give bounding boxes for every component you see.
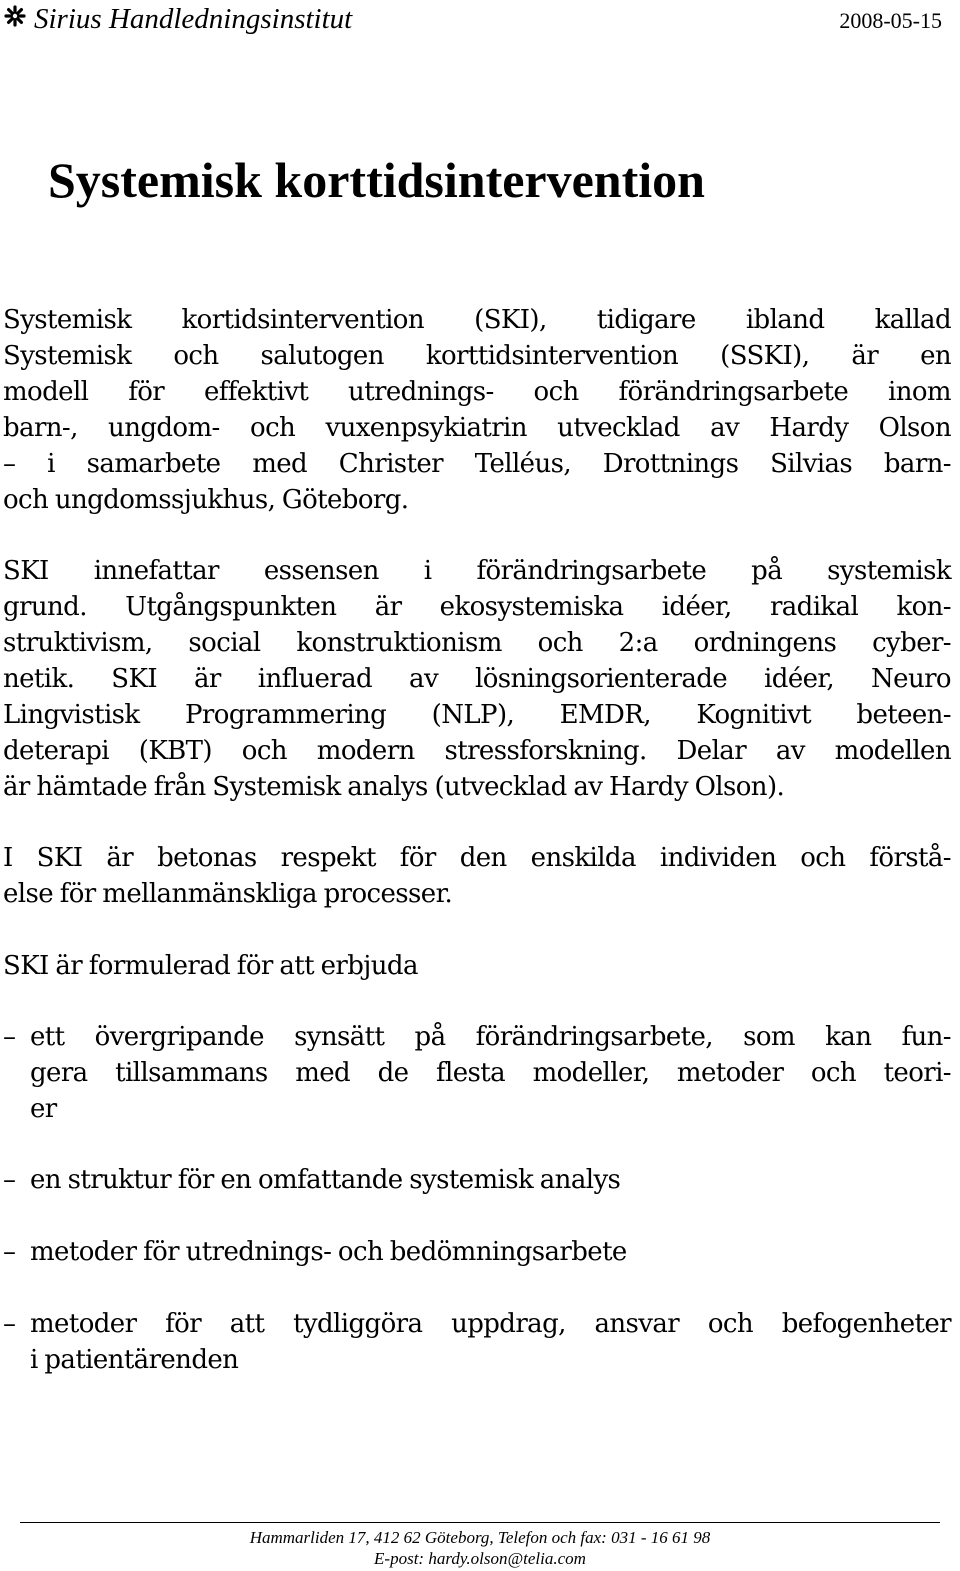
text-line: grund. Utgångspunkten är ekosystemiska idéer, radikal kon- bbox=[3, 592, 951, 622]
footer-email: E-post: hardy.olson@telia.com bbox=[374, 1549, 586, 1568]
paragraph-offers bbox=[3, 948, 951, 984]
text-line: Lingvistisk Programmering (NLP), EMDR, Kognitivt beteen- bbox=[3, 700, 951, 730]
text-line: i patientärenden bbox=[30, 1345, 239, 1375]
text-line: er bbox=[30, 1094, 57, 1124]
text-line: deterapi (KBT) och modern stressforskning. Delar av modellen bbox=[3, 736, 951, 766]
text-line: – i samarbete med Christer Telléus, Drottnings Silvias barn- bbox=[3, 449, 951, 479]
footer-address: Hammarliden 17, 412 62 Göteborg, Telefon och fax: 031 - 16 61 98 bbox=[249, 1528, 711, 1547]
list-item bbox=[3, 1234, 951, 1270]
text-line: en struktur för en omfattande systemisk analys bbox=[30, 1165, 621, 1195]
text-line: struktivism, social konstruktionism och 2:a ordningens cyber- bbox=[3, 628, 951, 658]
paragraph-foundation bbox=[3, 553, 951, 805]
text-line: gera tillsammans med de flesta modeller, metoder och teori- bbox=[30, 1058, 951, 1088]
text-line: SKI är formulerad för att erbjuda bbox=[3, 951, 418, 981]
list-item-text bbox=[30, 1306, 951, 1378]
paragraph-respect bbox=[3, 840, 951, 912]
page-header bbox=[0, 2, 960, 38]
list-item bbox=[3, 1162, 951, 1198]
text-line: Systemisk kortidsintervention (SKI), tidigare ibland kallad bbox=[3, 305, 951, 335]
page-title: Systemisk korttidsintervention bbox=[48, 152, 705, 208]
text-line: är hämtade från Systemisk analys (utvecklad av Hardy Olson). bbox=[3, 772, 785, 802]
list-item bbox=[3, 1306, 951, 1378]
paragraph-intro bbox=[3, 302, 951, 518]
footer-divider bbox=[20, 1522, 940, 1523]
text-line: barn-, ungdom- och vuxenpsykiatrin utvecklad av Hardy Olson bbox=[3, 413, 951, 443]
list-item-text bbox=[30, 1019, 951, 1127]
text-line: Systemisk och salutogen korttidsintervention (SSKI), är en bbox=[3, 341, 951, 371]
text-line: metoder för utrednings- och bedömningsarbete bbox=[30, 1237, 627, 1267]
list-item-text bbox=[30, 1234, 951, 1270]
organization-name: Sirius Handledningsinstitut bbox=[34, 3, 353, 35]
text-line: ett övergripande synsätt på förändringsarbete, som kan fun- bbox=[30, 1022, 951, 1052]
list-dash: – bbox=[3, 1165, 16, 1195]
list-item-text bbox=[30, 1162, 951, 1198]
text-line: metoder för att tydliggöra uppdrag, ansvar och befogenheter bbox=[30, 1309, 951, 1339]
asterisk-flower-icon bbox=[4, 5, 26, 27]
list-item bbox=[3, 1019, 951, 1127]
text-line: netik. SKI är influerad av lösningsorienterade idéer, Neuro bbox=[3, 664, 951, 694]
text-line: och ungdomssjukhus, Göteborg. bbox=[3, 485, 409, 515]
list-dash: – bbox=[3, 1309, 16, 1339]
text-line: modell för effektivt utrednings- och förändringsarbete inom bbox=[3, 377, 951, 407]
page-footer bbox=[0, 1527, 960, 1569]
document-date: 2008-05-15 bbox=[839, 8, 942, 33]
list-dash: – bbox=[3, 1022, 16, 1052]
text-line: SKI innefattar essensen i förändringsarbete på systemisk bbox=[3, 556, 951, 586]
text-line: I SKI är betonas respekt för den enskilda individen och förstå- bbox=[3, 843, 951, 873]
text-line: else för mellanmänskliga processer. bbox=[3, 879, 453, 909]
list-dash: – bbox=[3, 1237, 16, 1267]
